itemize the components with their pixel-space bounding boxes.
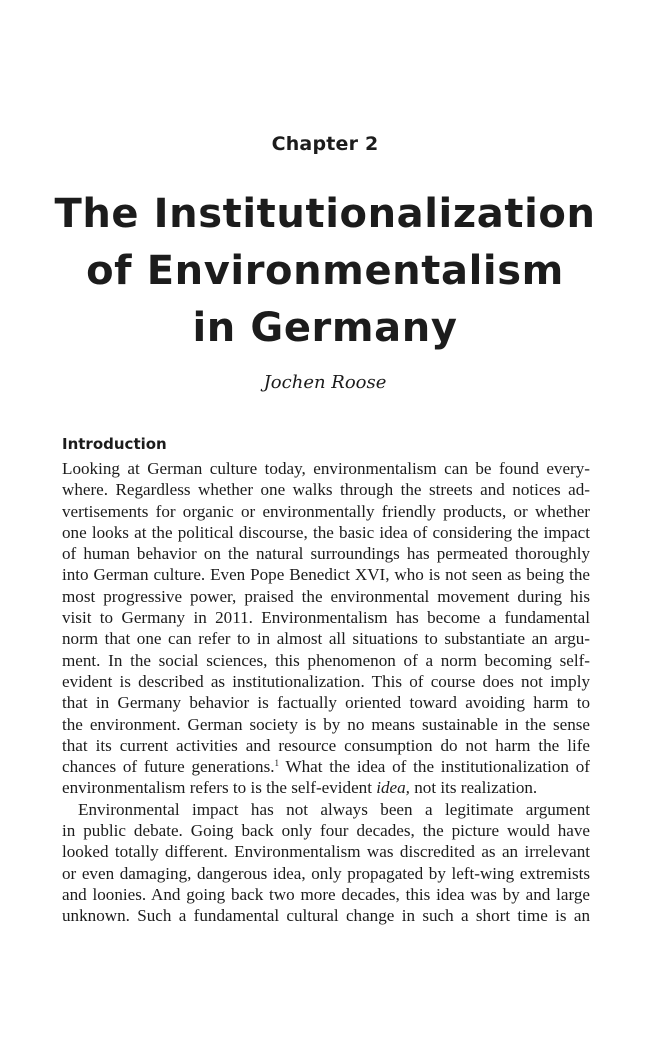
text-line: unknown. Such a fundamental cultural change in such a short time is an	[62, 906, 590, 926]
text-segment: What the idea of the institutionalization of	[279, 757, 590, 777]
text-line: that its current activities and resource consumption do not harm the life	[62, 735, 590, 755]
author-name: Jochen Roose	[263, 372, 387, 393]
body-text	[62, 458, 590, 927]
text-line: visit to Germany in 2011. Environmentalism has become a fundamental	[62, 608, 590, 628]
text-line	[62, 777, 590, 798]
text-line: of human behavior on the natural surroundings has permeated thoroughly	[62, 544, 590, 564]
chapter-title	[0, 186, 650, 357]
text-segment: not its realization.	[409, 778, 538, 798]
chapter-title-line: of Environmentalism	[86, 248, 564, 294]
text-line: one looks at the political discourse, the basic idea of considering the impact	[62, 522, 590, 542]
text-segment: environmentalism refers to is the self-evident	[62, 778, 377, 798]
section-heading: Introduction	[62, 435, 167, 453]
text-line: looked totally different. Environmentalism was discredited as an irrelevant	[62, 842, 590, 862]
text-line: that in Germany behavior is factually oriented toward avoiding harm to	[62, 693, 590, 713]
italic-word: idea,	[376, 778, 410, 798]
chapter-label: Chapter 2	[271, 133, 379, 155]
text-line: where. Regardless whether one walks through the streets and notices ad-	[62, 480, 590, 500]
text-line: the environment. German society is by no means sustainable in the sense	[62, 714, 590, 734]
chapter-title-line: in Germany	[192, 305, 458, 351]
chapter-title-line: The Institutionalization	[54, 191, 596, 237]
text-line: norm that one can refer to in almost all situations to substantiate an argu-	[62, 629, 590, 649]
text-line: in public debate. Going back only four decades, the picture would have	[62, 821, 590, 841]
text-segment: chances of future generations.	[62, 757, 275, 777]
text-line: Looking at German culture today, environmentalism can be found every-	[62, 459, 590, 478]
text-line: into German culture. Even Pope Benedict XVI, who is not seen as being the	[62, 565, 590, 585]
text-line: and loonies. And going back two more decades, this idea was by and large	[62, 884, 590, 904]
text-line: ment. In the social sciences, this phenomenon of a norm becoming self-	[62, 650, 590, 670]
text-line: Environmental impact has not always been a legitimate argument	[78, 799, 590, 819]
text-line: most progressive power, praised the environmental movement during his	[62, 586, 590, 606]
text-line: or even damaging, dangerous idea, only propagated by left-wing extremists	[62, 863, 590, 883]
text-line: evident is described as institutionalization. This of course does not imply	[62, 671, 590, 691]
footnote-mark[interactable]: 1	[274, 758, 280, 769]
text-line	[62, 756, 590, 777]
text-line: vertisements for organic or environmentally friendly products, or whether	[62, 501, 590, 521]
